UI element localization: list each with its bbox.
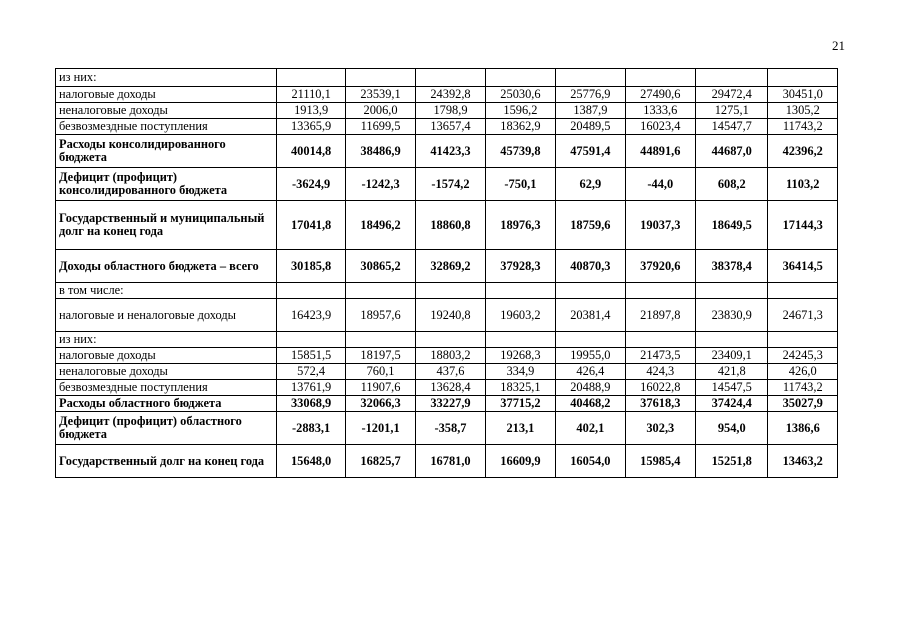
- value-cell: 15648,0: [277, 445, 345, 478]
- row-label: из них:: [56, 69, 277, 87]
- table-row: [56, 168, 838, 201]
- value-cell: 30185,8: [277, 250, 345, 283]
- value-cell: 1387,9: [556, 103, 625, 119]
- value-cell: 16609,9: [485, 445, 555, 478]
- value-cell: 402,1: [556, 412, 625, 445]
- value-cell: -3624,9: [277, 168, 345, 201]
- value-cell: [696, 283, 768, 299]
- value-cell: 25030,6: [485, 87, 555, 103]
- value-cell: 18325,1: [485, 380, 555, 396]
- value-cell: 27490,6: [625, 87, 695, 103]
- value-cell: 15251,8: [696, 445, 768, 478]
- value-cell: 37928,3: [485, 250, 555, 283]
- value-cell: 13761,9: [277, 380, 345, 396]
- table-row: [56, 135, 838, 168]
- value-cell: -1574,2: [416, 168, 485, 201]
- table-row: [56, 332, 838, 348]
- row-label: налоговые и неналоговые доходы: [56, 299, 277, 332]
- value-cell: 18496,2: [345, 201, 415, 250]
- table-row: [56, 364, 838, 380]
- value-cell: 11743,2: [768, 119, 838, 135]
- value-cell: [485, 332, 555, 348]
- value-cell: 37618,3: [625, 396, 695, 412]
- value-cell: 13657,4: [416, 119, 485, 135]
- value-cell: 1275,1: [696, 103, 768, 119]
- value-cell: [345, 283, 415, 299]
- value-cell: 20488,9: [556, 380, 625, 396]
- value-cell: [485, 69, 555, 87]
- value-cell: 16825,7: [345, 445, 415, 478]
- table-row: [56, 283, 838, 299]
- value-cell: -358,7: [416, 412, 485, 445]
- value-cell: 1913,9: [277, 103, 345, 119]
- budget-table: [55, 68, 838, 478]
- table-row: [56, 445, 838, 478]
- table-row: [56, 250, 838, 283]
- value-cell: 36414,5: [768, 250, 838, 283]
- row-label: из них:: [56, 332, 277, 348]
- value-cell: 11743,2: [768, 380, 838, 396]
- value-cell: [277, 332, 345, 348]
- value-cell: 23539,1: [345, 87, 415, 103]
- value-cell: 24245,3: [768, 348, 838, 364]
- row-label: Дефицит (профицит) консолидированного бюджета: [56, 168, 277, 201]
- value-cell: 760,1: [345, 364, 415, 380]
- value-cell: [485, 283, 555, 299]
- table-row: [56, 69, 838, 87]
- value-cell: 21473,5: [625, 348, 695, 364]
- table-row: [56, 119, 838, 135]
- value-cell: 38486,9: [345, 135, 415, 168]
- value-cell: 18759,6: [556, 201, 625, 250]
- row-label: Расходы областного бюджета: [56, 396, 277, 412]
- value-cell: 23830,9: [696, 299, 768, 332]
- value-cell: 15985,4: [625, 445, 695, 478]
- value-cell: [768, 332, 838, 348]
- row-label: налоговые доходы: [56, 87, 277, 103]
- value-cell: [416, 283, 485, 299]
- value-cell: 15851,5: [277, 348, 345, 364]
- value-cell: 41423,3: [416, 135, 485, 168]
- value-cell: 17041,8: [277, 201, 345, 250]
- value-cell: 426,4: [556, 364, 625, 380]
- value-cell: 18197,5: [345, 348, 415, 364]
- value-cell: 16054,0: [556, 445, 625, 478]
- value-cell: [277, 69, 345, 87]
- table-row: [56, 201, 838, 250]
- value-cell: 32066,3: [345, 396, 415, 412]
- value-cell: 33068,9: [277, 396, 345, 412]
- row-label: Расходы консолидированного бюджета: [56, 135, 277, 168]
- value-cell: 424,3: [625, 364, 695, 380]
- table-row: [56, 412, 838, 445]
- value-cell: 572,4: [277, 364, 345, 380]
- value-cell: 13365,9: [277, 119, 345, 135]
- value-cell: 16023,4: [625, 119, 695, 135]
- row-label: неналоговые доходы: [56, 103, 277, 119]
- value-cell: 47591,4: [556, 135, 625, 168]
- value-cell: 19268,3: [485, 348, 555, 364]
- value-cell: [416, 69, 485, 87]
- value-cell: 302,3: [625, 412, 695, 445]
- value-cell: [625, 332, 695, 348]
- value-cell: 13628,4: [416, 380, 485, 396]
- value-cell: [768, 283, 838, 299]
- value-cell: -1201,1: [345, 412, 415, 445]
- value-cell: [556, 332, 625, 348]
- table-row: [56, 87, 838, 103]
- row-label: налоговые доходы: [56, 348, 277, 364]
- value-cell: 40468,2: [556, 396, 625, 412]
- value-cell: [556, 283, 625, 299]
- value-cell: -750,1: [485, 168, 555, 201]
- table-row: [56, 348, 838, 364]
- row-label: безвозмездные поступления: [56, 380, 277, 396]
- value-cell: 437,6: [416, 364, 485, 380]
- value-cell: 19955,0: [556, 348, 625, 364]
- row-label: в том числе:: [56, 283, 277, 299]
- value-cell: 37715,2: [485, 396, 555, 412]
- value-cell: 29472,4: [696, 87, 768, 103]
- value-cell: 16423,9: [277, 299, 345, 332]
- value-cell: 334,9: [485, 364, 555, 380]
- value-cell: 24671,3: [768, 299, 838, 332]
- value-cell: 13463,2: [768, 445, 838, 478]
- value-cell: 40870,3: [556, 250, 625, 283]
- value-cell: 426,0: [768, 364, 838, 380]
- value-cell: [696, 332, 768, 348]
- row-label: безвозмездные поступления: [56, 119, 277, 135]
- row-label: Государственный долг на конец года: [56, 445, 277, 478]
- value-cell: 14547,7: [696, 119, 768, 135]
- value-cell: 1386,6: [768, 412, 838, 445]
- value-cell: [556, 69, 625, 87]
- value-cell: 16022,8: [625, 380, 695, 396]
- table-row: [56, 380, 838, 396]
- value-cell: 18649,5: [696, 201, 768, 250]
- value-cell: 17144,3: [768, 201, 838, 250]
- value-cell: 45739,8: [485, 135, 555, 168]
- value-cell: 23409,1: [696, 348, 768, 364]
- row-label: Государственный и муниципальный долг на конец года: [56, 201, 277, 250]
- value-cell: 19603,2: [485, 299, 555, 332]
- value-cell: 38378,4: [696, 250, 768, 283]
- value-cell: 20381,4: [556, 299, 625, 332]
- value-cell: 21110,1: [277, 87, 345, 103]
- value-cell: -44,0: [625, 168, 695, 201]
- value-cell: 62,9: [556, 168, 625, 201]
- value-cell: [768, 69, 838, 87]
- value-cell: 24392,8: [416, 87, 485, 103]
- value-cell: 40014,8: [277, 135, 345, 168]
- value-cell: 32869,2: [416, 250, 485, 283]
- value-cell: 21897,8: [625, 299, 695, 332]
- value-cell: 18976,3: [485, 201, 555, 250]
- value-cell: 1798,9: [416, 103, 485, 119]
- value-cell: 16781,0: [416, 445, 485, 478]
- value-cell: 14547,5: [696, 380, 768, 396]
- value-cell: 42396,2: [768, 135, 838, 168]
- value-cell: 30451,0: [768, 87, 838, 103]
- value-cell: 213,1: [485, 412, 555, 445]
- row-label: Дефицит (профицит) областного бюджета: [56, 412, 277, 445]
- value-cell: 35027,9: [768, 396, 838, 412]
- value-cell: 2006,0: [345, 103, 415, 119]
- value-cell: [696, 69, 768, 87]
- value-cell: 18860,8: [416, 201, 485, 250]
- page-number: 21: [832, 38, 845, 53]
- value-cell: 608,2: [696, 168, 768, 201]
- row-label: Доходы областного бюджета – всего: [56, 250, 277, 283]
- value-cell: [416, 332, 485, 348]
- value-cell: [625, 283, 695, 299]
- value-cell: 11907,6: [345, 380, 415, 396]
- value-cell: 20489,5: [556, 119, 625, 135]
- value-cell: 30865,2: [345, 250, 415, 283]
- value-cell: [345, 332, 415, 348]
- value-cell: 1596,2: [485, 103, 555, 119]
- table-row: [56, 396, 838, 412]
- value-cell: [345, 69, 415, 87]
- value-cell: 37424,4: [696, 396, 768, 412]
- value-cell: 44687,0: [696, 135, 768, 168]
- value-cell: 1305,2: [768, 103, 838, 119]
- value-cell: 954,0: [696, 412, 768, 445]
- table-row: [56, 299, 838, 332]
- value-cell: 19240,8: [416, 299, 485, 332]
- value-cell: 44891,6: [625, 135, 695, 168]
- value-cell: -2883,1: [277, 412, 345, 445]
- value-cell: 18957,6: [345, 299, 415, 332]
- value-cell: [277, 283, 345, 299]
- value-cell: 19037,3: [625, 201, 695, 250]
- value-cell: 18362,9: [485, 119, 555, 135]
- value-cell: 18803,2: [416, 348, 485, 364]
- table-row: [56, 103, 838, 119]
- value-cell: 11699,5: [345, 119, 415, 135]
- row-label: неналоговые доходы: [56, 364, 277, 380]
- value-cell: -1242,3: [345, 168, 415, 201]
- value-cell: 33227,9: [416, 396, 485, 412]
- value-cell: 25776,9: [556, 87, 625, 103]
- value-cell: [625, 69, 695, 87]
- value-cell: 1103,2: [768, 168, 838, 201]
- value-cell: 421,8: [696, 364, 768, 380]
- value-cell: 1333,6: [625, 103, 695, 119]
- value-cell: 37920,6: [625, 250, 695, 283]
